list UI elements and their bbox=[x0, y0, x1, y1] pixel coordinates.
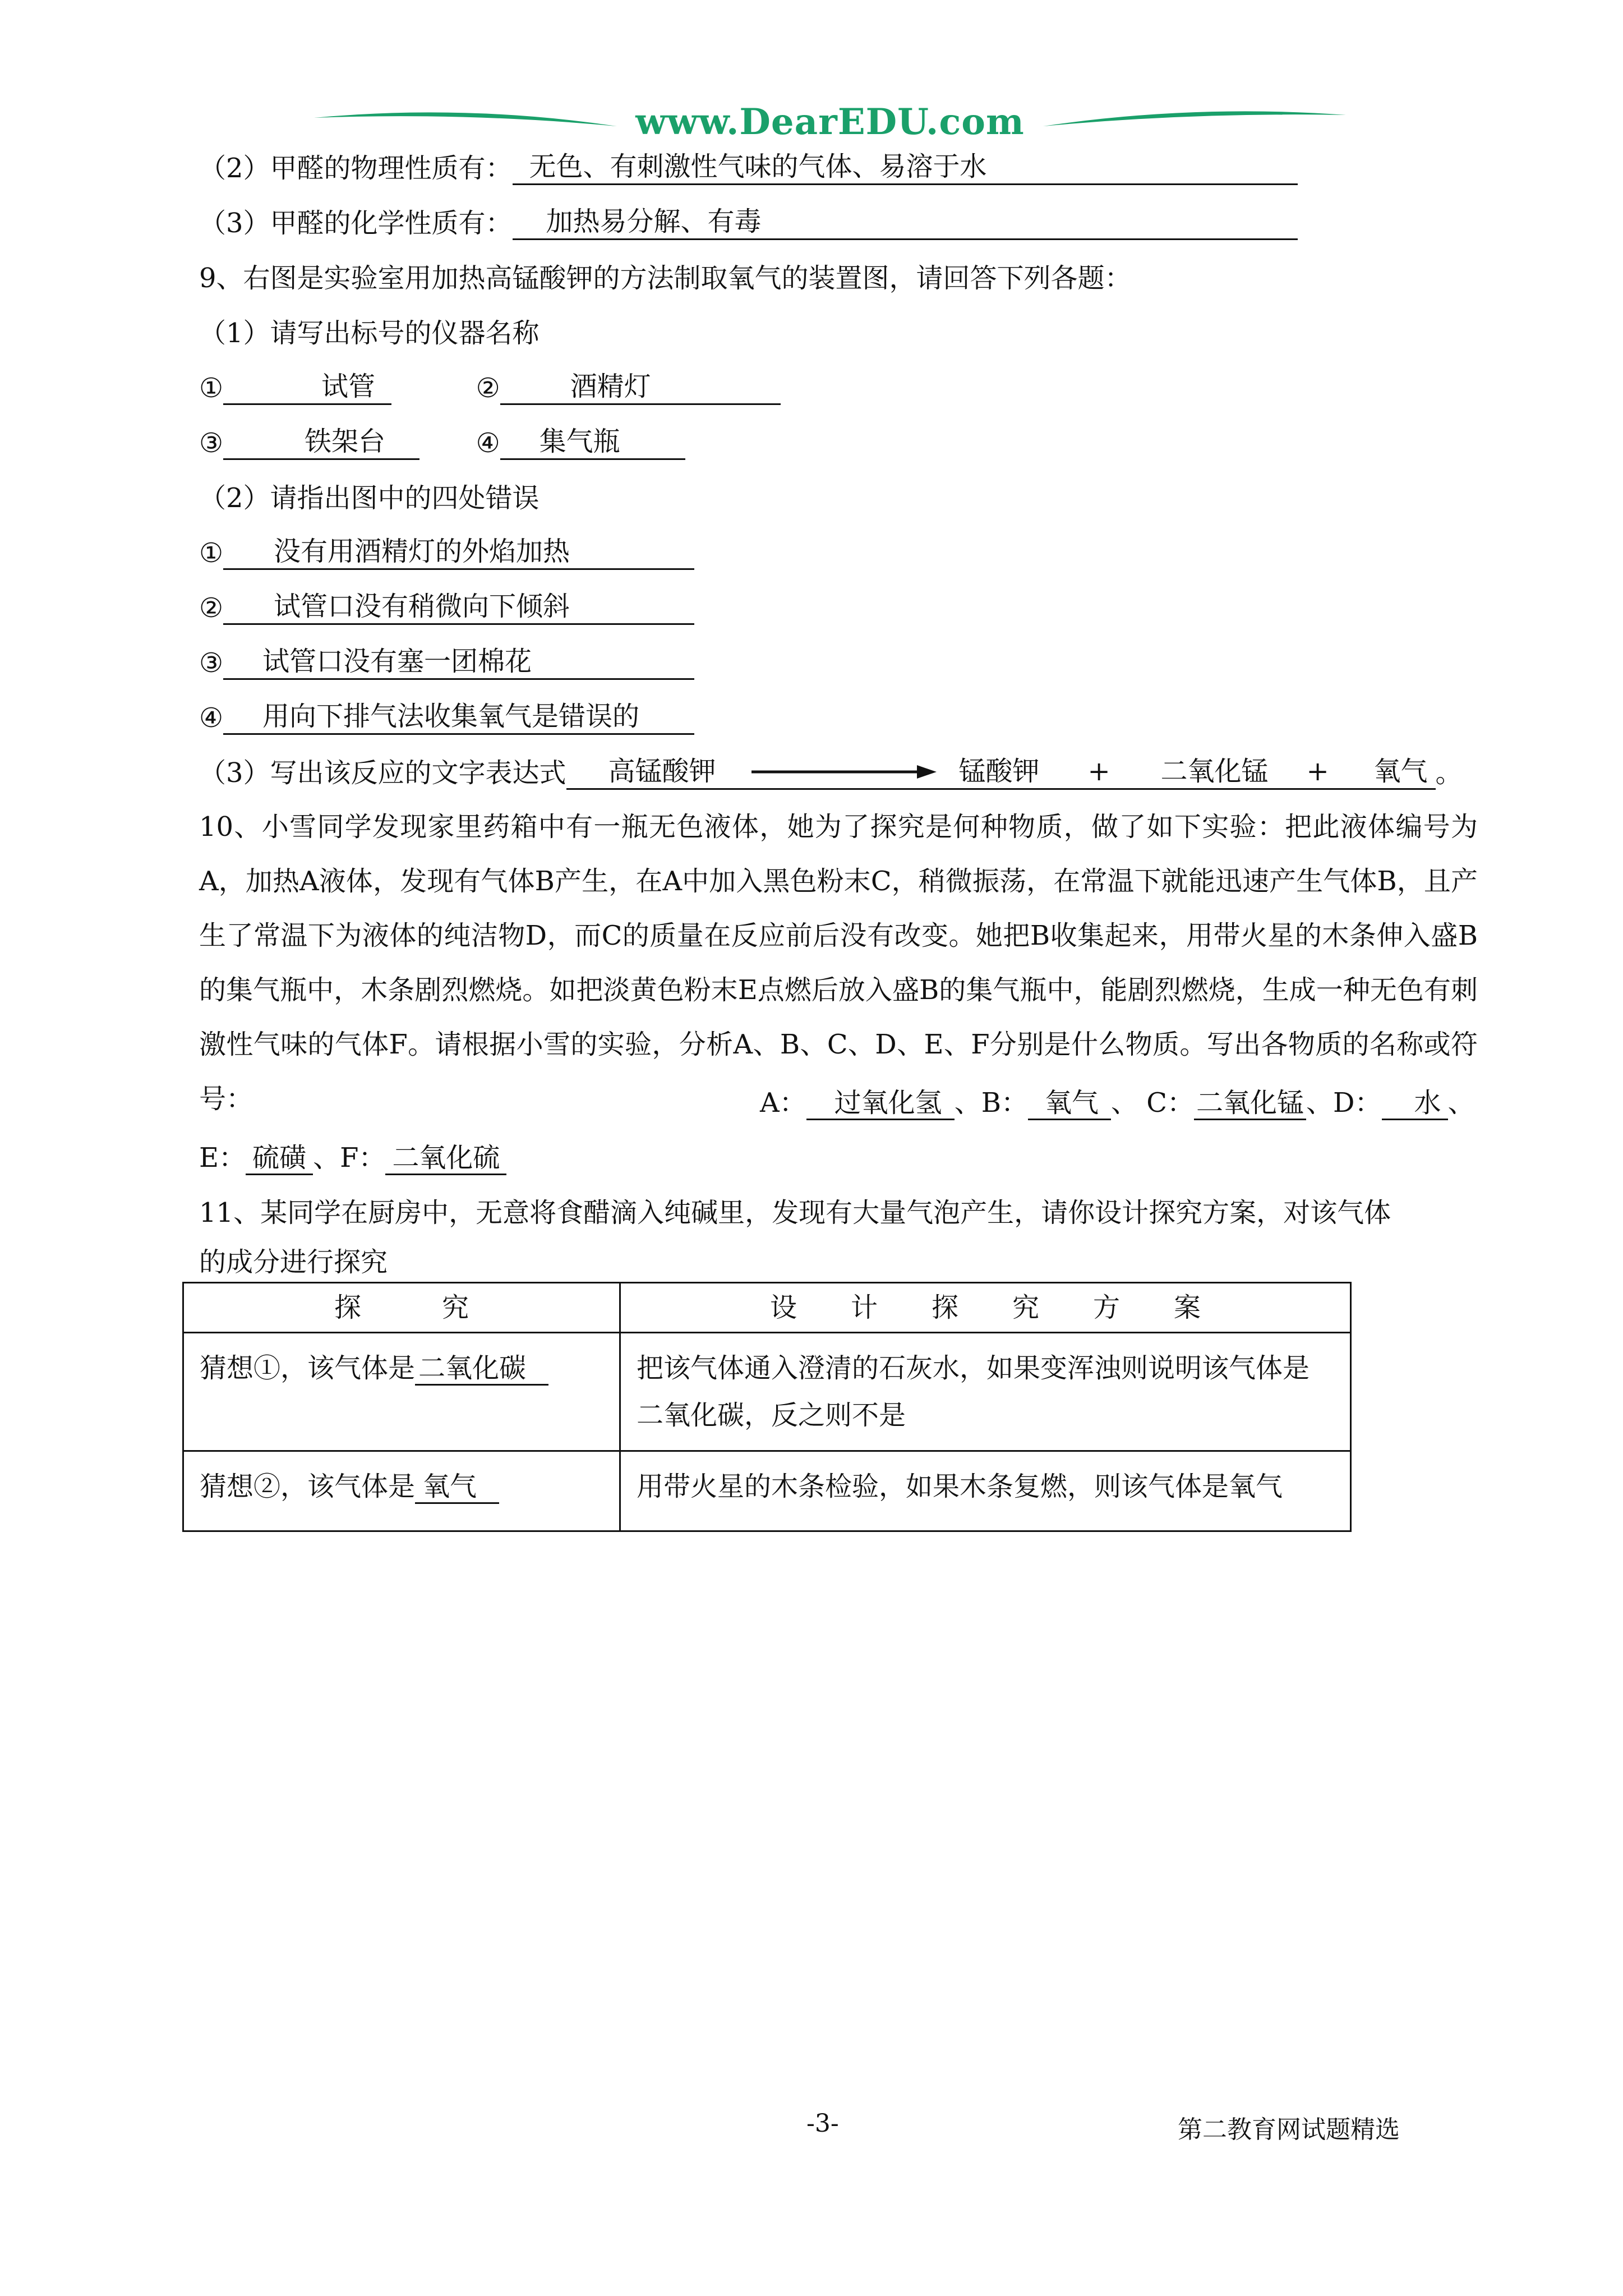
header-probe: 探 究 bbox=[183, 1283, 620, 1333]
answer-b: 氧气 bbox=[1028, 1087, 1111, 1120]
plus-1: + bbox=[1087, 756, 1110, 787]
guess-answer: 二氧化碳 bbox=[415, 1352, 548, 1386]
page-number: -3- bbox=[806, 2109, 839, 2138]
answer-a: 过氧化氢 bbox=[806, 1087, 955, 1120]
q11-stem-line2: 的成分进行探究 bbox=[199, 1246, 388, 1278]
q8-chemical: （3）甲醛的化学性质有： 加热易分解、有毒 bbox=[199, 206, 1298, 240]
header-plan: 设 计 探 究 方 案 bbox=[620, 1283, 1351, 1333]
q11-stem-line1: 11、某同学在厨房中，无意将食醋滴入纯碱里，发现有大量气泡产生，请你设计探究方案，对该气体 bbox=[199, 1197, 1391, 1228]
q9-sub2: （2）请指出图中的四处错误 bbox=[199, 482, 540, 514]
table-row bbox=[183, 1451, 1351, 1531]
answer-d: 水 bbox=[1382, 1087, 1448, 1120]
reactant: 高锰酸钾 bbox=[608, 756, 716, 787]
q8-physical-answer: 无色、有刺激性气味的气体、易溶于水 bbox=[513, 153, 1298, 185]
left-swoosh-icon bbox=[314, 107, 617, 135]
site-logo[interactable]: www.DearEDU.com bbox=[635, 101, 1025, 143]
q9-instruments-row1: ① 试管 ② 酒精灯 bbox=[199, 371, 781, 405]
q9-error-1: ① 没有用酒精灯的外焰加热 bbox=[199, 536, 694, 570]
reaction-arrow-icon bbox=[751, 763, 937, 780]
q9-error-3: ③ 试管口没有塞一团棉花 bbox=[199, 646, 694, 680]
q10-answers-row1: A： 过氧化氢 、B： 氧气 、 C：二氧化锰、D： 水 、 bbox=[760, 1086, 1475, 1120]
q10-answers-row2: E： 硫磺 、F： 二氧化硫 bbox=[199, 1141, 506, 1175]
q9-error-2: ② 试管口没有稍微向下倾斜 bbox=[199, 591, 694, 625]
footer-source: 第二教育网试题精选 bbox=[1178, 2115, 1400, 2144]
q9-stem: 9、右图是实验室用加热高锰酸钾的方法制取氧气的装置图，请回答下列各题： bbox=[199, 263, 1132, 294]
guess-cell: 猜想①，该气体是 二氧化碳 bbox=[183, 1333, 620, 1451]
guess-cell: 猜想②，该气体是 氧气 bbox=[183, 1451, 620, 1531]
reaction-equation bbox=[566, 758, 1436, 790]
plan-cell: 用带火星的木条检验，如果木条复燃，则该气体是氧气 bbox=[620, 1451, 1351, 1531]
answer-c: 二氧化锰 bbox=[1194, 1087, 1306, 1120]
product-2: 二氧化锰 bbox=[1160, 756, 1269, 787]
q9-sub1: （1）请写出标号的仪器名称 bbox=[199, 318, 540, 349]
q9-reaction: （3）写出该反应的文字表达式 高锰酸钾 锰酸钾 + 二氧化锰 + 氧气 。 bbox=[199, 756, 1463, 789]
table-header-row bbox=[183, 1283, 1351, 1333]
answer-f: 二氧化硫 bbox=[385, 1142, 506, 1175]
plus-2: + bbox=[1306, 756, 1329, 787]
probe-table bbox=[182, 1282, 1352, 1532]
q10-text: 10、小雪同学发现家里药箱中有一瓶无色液体，她为了探究是何种物质，做了如下实验：把此液体编号为A，加热A液体，发现有气体B产生，在A中加入黑色粉末C，稍微振荡，在常温下就能迅速产生气体B，且产生了常温下为液体的纯洁物D，而C的质量在反应前后没有改变。她把B收集起来，用带火星的木条伸入盛B的集气瓶中，木条剧烈燃烧。如把淡黄色粉末E点燃后放入盛B的集气瓶中，能剧烈燃烧，生成一种无色有刺激性气味的气体F。请根据小雪的实验，分析A、B、C、D、E、F分别是什么物质。写出各物质的名称或符号： bbox=[199, 811, 1478, 1115]
plan-cell: 把该气体通入澄清的石灰水，如果变浑浊则说明该气体是二氧化碳，反之则不是 bbox=[620, 1333, 1351, 1451]
product-1: 锰酸钾 bbox=[958, 756, 1040, 787]
site-header bbox=[314, 100, 1346, 145]
answer-e: 硫磺 bbox=[246, 1142, 313, 1175]
table-row bbox=[183, 1333, 1351, 1451]
guess-answer: 氧气 bbox=[415, 1471, 499, 1504]
q8-chemical-answer: 加热易分解、有毒 bbox=[513, 208, 1298, 240]
product-3: 氧气 bbox=[1373, 756, 1428, 787]
q9-instruments-row2: ③ 铁架台 ④ 集气瓶 bbox=[199, 426, 685, 460]
right-swoosh-icon bbox=[1043, 107, 1346, 135]
q8-physical: （2）甲醛的物理性质有： 无色、有刺激性气味的气体、易溶于水 bbox=[199, 151, 1298, 185]
q9-error-4: ④ 用向下排气法收集氧气是错误的 bbox=[199, 701, 694, 735]
